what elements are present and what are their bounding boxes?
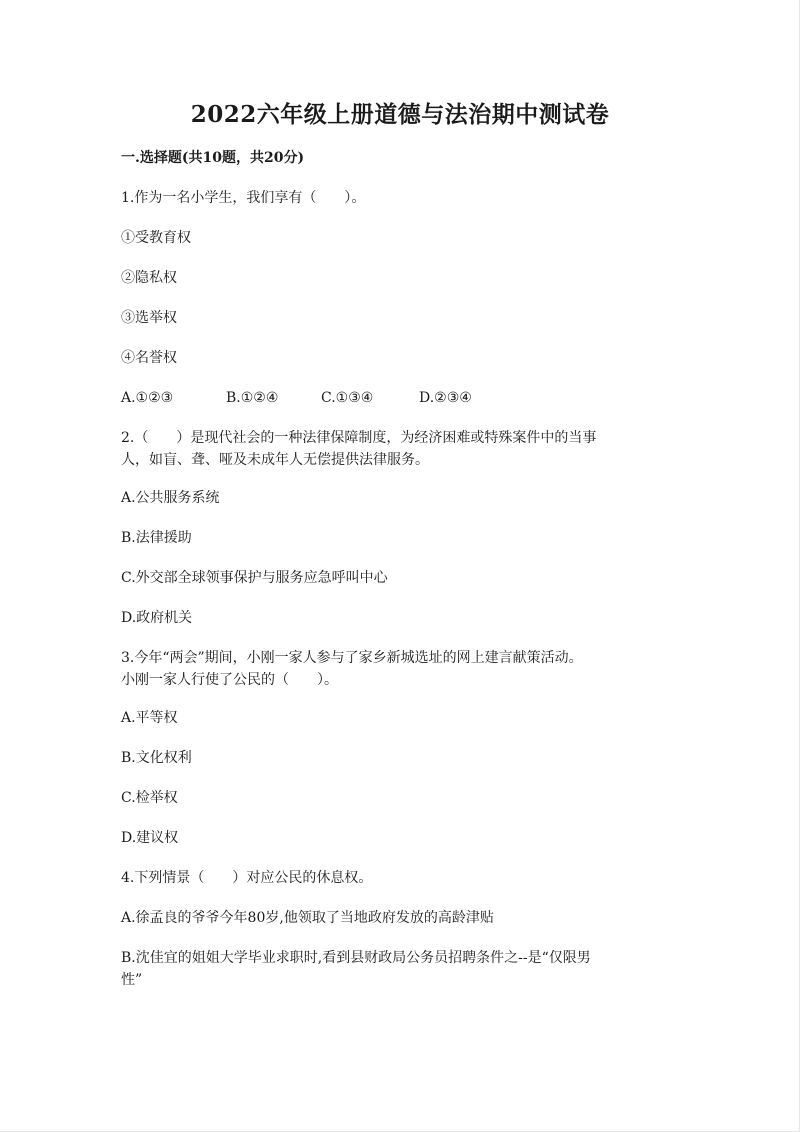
question-1-options [121, 386, 472, 410]
question-1-option-a: A.①②③ [121, 390, 174, 406]
question-1-stem: 1.作为一名小学生，我们享有（ ）。 [121, 190, 366, 206]
question-2-option-c: C.外交部全球领事保护与服务应急呼叫中心 [121, 570, 388, 586]
question-2-stem-line-1: 2.（ ）是现代社会的一种法律保障制度，为经济困难或特殊案件中的当事 [121, 430, 597, 446]
question-4-option-b-line-1: B.沈佳宜的姐姐大学毕业求职时,看到县财政局公务员招聘条件之--是“仅限男 [121, 950, 591, 966]
question-4-stem: 4.下列情景（ ）对应公民的休息权。 [121, 870, 373, 886]
page-title: 2022六年级上册道德与法治期中测试卷 [190, 101, 610, 128]
question-4-option-b-line-2: 性” [121, 972, 143, 988]
question-2-option-a: A.公共服务系统 [121, 490, 220, 506]
question-2-stem-line-2: 人，如盲、聋、哑及未成年人无偿提供法律服务。 [121, 452, 429, 468]
question-3-option-b: B.文化权利 [121, 750, 192, 766]
question-1-option-b: B.①②④ [226, 390, 279, 406]
question-1-item-1: ①受教育权 [121, 230, 191, 246]
section-heading: 一.选择题(共10题，共20分) [121, 150, 305, 166]
question-1-item-4: ④名誉权 [121, 350, 177, 366]
question-1-item-2: ②隐私权 [121, 270, 177, 286]
question-4-option-a: A.徐孟良的爷爷今年80岁,他领取了当地政府发放的高龄津贴 [121, 910, 494, 926]
question-1-option-d: D.②③④ [419, 390, 472, 406]
question-1-item-3: ③选举权 [121, 310, 177, 326]
question-3-stem-line-2: 小刚一家人行使了公民的（ ）。 [121, 672, 338, 688]
question-3-option-c: C.检举权 [121, 790, 178, 806]
question-2-option-b: B.法律援助 [121, 530, 192, 546]
question-3-option-a: A.平等权 [121, 710, 178, 726]
question-3-stem-line-1: 3.今年“两会”期间，小刚一家人参与了家乡新城选址的网上建言献策活动。 [121, 650, 583, 666]
question-3-option-d: D.建议权 [121, 830, 179, 846]
question-2-option-d: D.政府机关 [121, 610, 193, 626]
question-1-option-c: C.①③④ [321, 390, 374, 406]
